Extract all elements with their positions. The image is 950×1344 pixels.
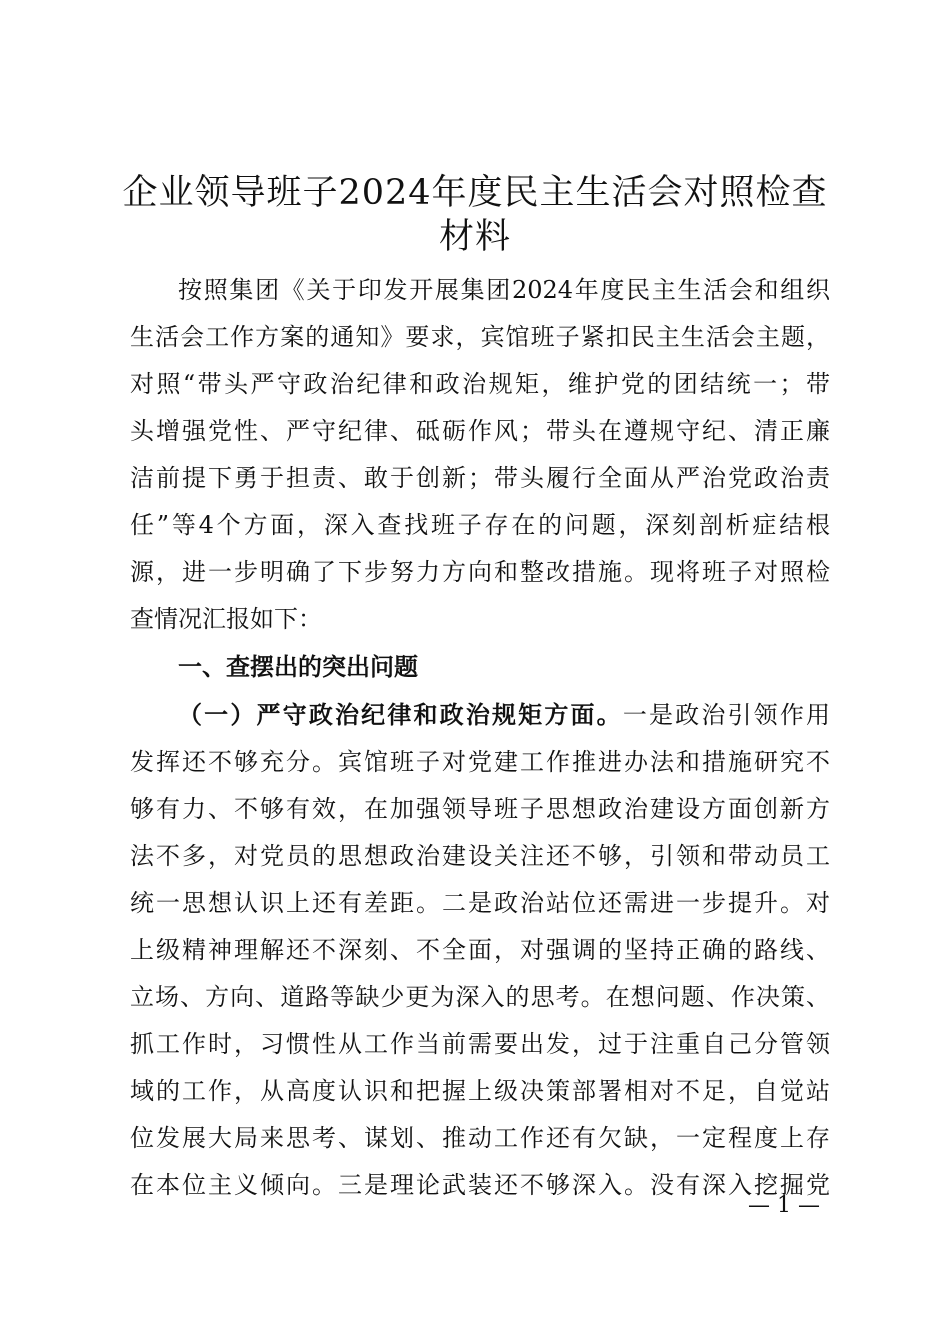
body-paragraph-line: 在本位主义倾向。三是理论武装还不够深入。没有深入挖掘党 (130, 1171, 830, 1199)
intro-paragraph-line: 按照集团《关于印发开展集团2024年度民主生活会和组织 (178, 276, 830, 304)
intro-paragraph-line: 对照“带头严守政治纪律和政治规矩，维护党的团结统一；带 (130, 370, 830, 398)
document-title-line-2: 材料 (438, 217, 511, 257)
intro-paragraph-line: 洁前提下勇于担责、敢于创新；带头履行全面从严治党政治责 (130, 464, 830, 492)
body-paragraph-line: 立场、方向、道路等缺少更为深入的思考。在想问题、作决策、 (130, 983, 830, 1011)
intro-paragraph-line: 头增强党性、严守纪律、砥砺作风；带头在遵规守纪、清正廉 (130, 417, 830, 445)
document-title-line-1: 企业领导班子2024年度民主生活会对照检查 (122, 173, 828, 213)
body-paragraph-line: 发挥还不够充分。宾馆班子对党建工作推进办法和措施研究不 (130, 748, 830, 776)
body-paragraph-line: 抓工作时，习惯性从工作当前需要出发，过于注重自己分管领 (130, 1030, 830, 1058)
body-paragraph-line: 域的工作，从高度认识和把握上级决策部署相对不足，自觉站 (130, 1077, 830, 1105)
body-paragraph-line: 够有力、不够有效，在加强领导班子思想政治建设方面创新方 (130, 795, 830, 823)
intro-paragraph-line: 源，进一步明确了下步努力方向和整改措施。现将班子对照检 (130, 558, 830, 586)
section-heading: 一、查摆出的突出问题 (178, 653, 418, 681)
intro-paragraph-line: 查情况汇报如下： (130, 605, 322, 633)
subsection-first-line (178, 691, 830, 739)
body-paragraph-line: 上级精神理解还不深刻、不全面，对强调的坚持正确的路线、 (130, 936, 830, 964)
page-number: — 1 — (748, 1193, 820, 1218)
body-text-run: 一是政治引领作用 (622, 701, 831, 729)
subsection-heading: （一）严守政治纪律和政治规矩方面。 (178, 700, 623, 729)
body-paragraph-line: 法不多，对党员的思想政治建设关注还不够，引领和带动员工 (130, 842, 830, 870)
intro-paragraph-line: 生活会工作方案的通知》要求，宾馆班子紧扣民主生活会主题， (130, 323, 830, 351)
intro-paragraph-line: 任”等4个方面，深入查找班子存在的问题，深刻剖析症结根 (130, 511, 830, 539)
body-paragraph-line: 位发展大局来思考、谋划、推动工作还有欠缺，一定程度上存 (130, 1124, 830, 1152)
body-paragraph-line: 统一思想认识上还有差距。二是政治站位还需进一步提升。对 (130, 889, 830, 917)
